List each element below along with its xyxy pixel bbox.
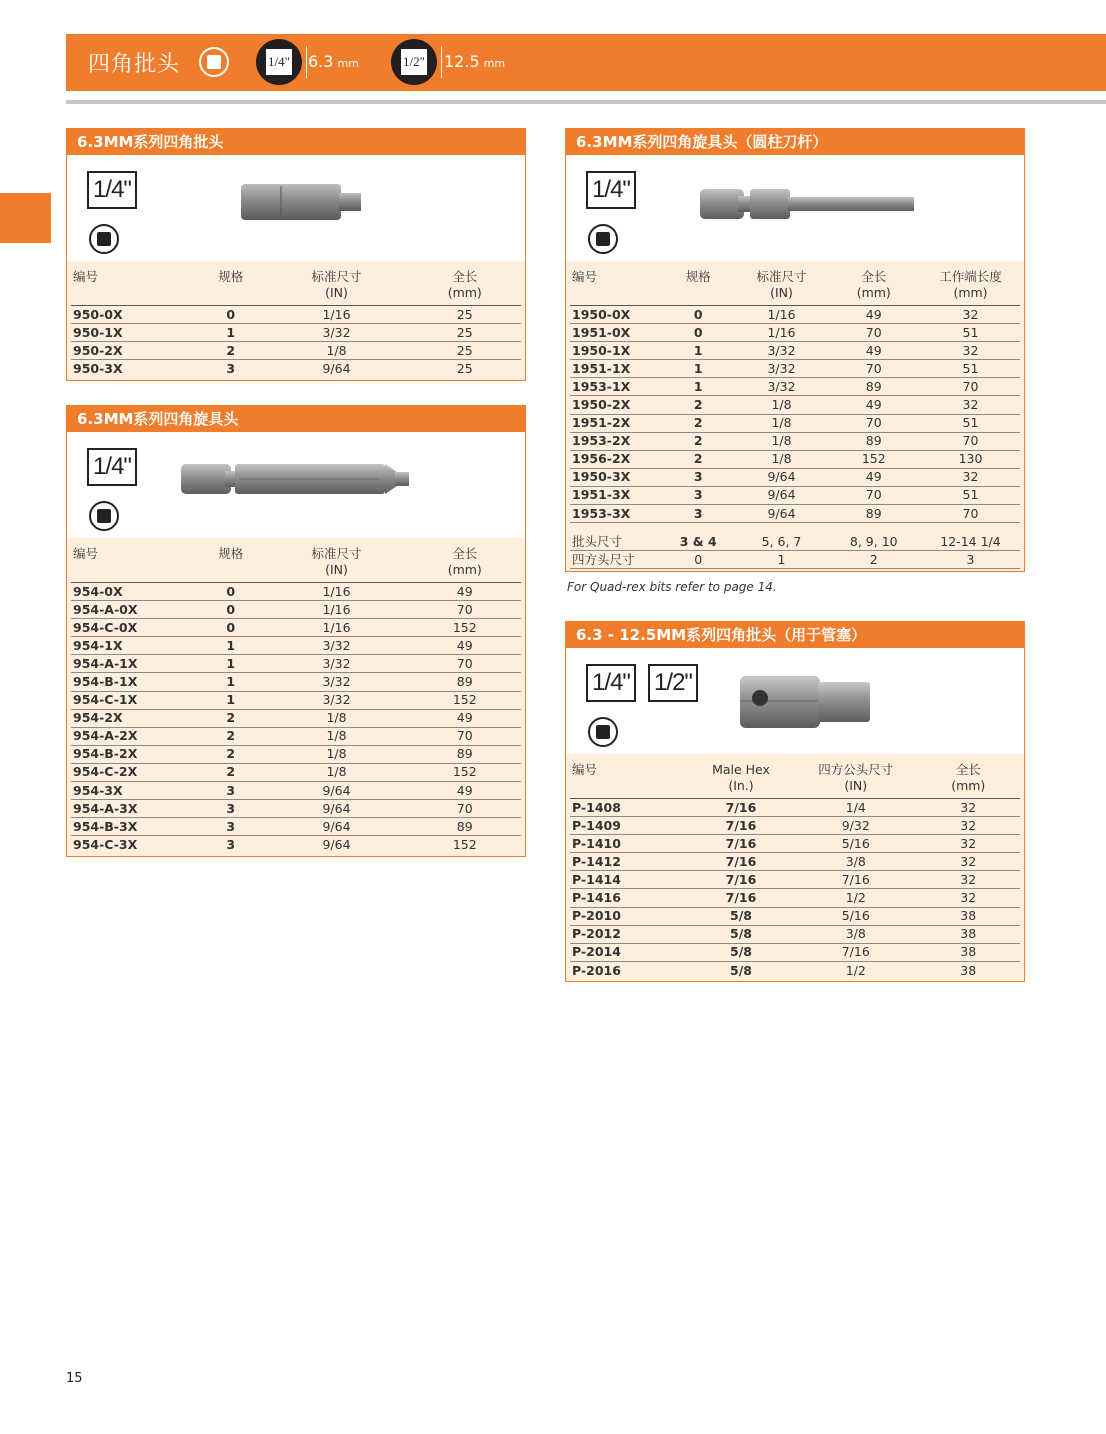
cell: 32	[921, 396, 1020, 414]
cell: 1/8	[265, 745, 409, 763]
cell: 38	[960, 962, 977, 978]
part-number: 954-B-2X	[71, 745, 197, 763]
cell: 8, 9, 10	[827, 523, 922, 551]
cell: 152	[452, 837, 477, 853]
cell: 9/64	[265, 818, 409, 836]
cell: 3 & 4	[660, 523, 737, 551]
table-row	[71, 727, 521, 745]
panel-pipe-plug-series	[565, 621, 1025, 982]
cell: 1	[660, 360, 737, 378]
column-header: 编号	[71, 261, 197, 306]
table-row	[71, 306, 521, 324]
part-number: P-1412	[570, 853, 687, 871]
column-header: 规格	[197, 261, 265, 306]
cell: 32	[917, 817, 1021, 835]
cell: 70	[827, 414, 922, 432]
square-drive-icon	[199, 47, 229, 77]
cell: 2	[660, 414, 737, 432]
cell: 3/32	[265, 655, 409, 673]
cell: 70	[921, 378, 1020, 396]
cell: 0	[197, 619, 265, 637]
cell: 32	[921, 468, 1020, 486]
table-row	[570, 414, 1020, 432]
part-number: P-2010	[570, 907, 687, 925]
cell: 2	[827, 551, 922, 569]
column-header: 标准尺寸 (IN)	[737, 261, 827, 306]
square-drive-icon	[89, 501, 119, 531]
cell: 7/16	[687, 871, 795, 889]
part-number: 1950-3X	[570, 468, 660, 486]
panel-954-series	[66, 405, 526, 857]
cell: 3	[226, 837, 236, 853]
panel-950-series	[66, 128, 526, 381]
cell: 3	[921, 551, 1020, 569]
side-tab	[0, 193, 51, 243]
cell: 49	[827, 396, 922, 414]
cell: 5/16	[795, 907, 917, 925]
cell: 1	[197, 655, 265, 673]
cell: 89	[827, 378, 922, 396]
table-row	[570, 378, 1020, 396]
panel-title: 6.3MM系列四角批头	[67, 129, 525, 155]
panel-title: 6.3MM系列四角旋具头	[67, 406, 525, 432]
cell: 0	[660, 551, 737, 569]
part-number: 1951-0X	[570, 324, 660, 342]
spec-table	[566, 261, 1024, 571]
table-footer-row	[570, 551, 1020, 569]
cell: 2	[660, 396, 737, 414]
drive2-fraction: 1/2"	[400, 48, 428, 76]
cell: 7/16	[687, 889, 795, 907]
cell: 38	[917, 907, 1021, 925]
cell: 3	[226, 361, 236, 377]
cell: 51	[921, 324, 1020, 342]
part-number: 1950-0X	[570, 306, 660, 324]
cell: 1/8	[737, 396, 827, 414]
cell: 49	[409, 709, 522, 727]
table-row	[570, 961, 1020, 979]
cell: 7/16	[687, 799, 795, 817]
column-header: 四方公头尺寸 (IN)	[795, 754, 917, 799]
product-image-area	[67, 432, 525, 538]
cell: 9/64	[265, 782, 409, 800]
cell: 70	[921, 432, 1020, 450]
column-header: 全长 (mm)	[917, 754, 1021, 799]
header-rule	[66, 100, 1106, 104]
column-header: 标准尺寸 (IN)	[265, 261, 409, 306]
cell: 38	[917, 943, 1021, 961]
cell: 2	[197, 709, 265, 727]
cell: 49	[409, 583, 522, 601]
cell: 25	[456, 361, 473, 377]
cell: 32	[917, 799, 1021, 817]
part-number: P-1409	[570, 817, 687, 835]
cell: 9/64	[322, 361, 351, 377]
column-header: 编号	[71, 538, 197, 583]
cell: 70	[409, 727, 522, 745]
cell: 3/32	[265, 673, 409, 691]
column-header: Male Hex (In.)	[687, 754, 795, 799]
part-number: 950-3X	[73, 361, 123, 377]
table-row	[71, 709, 521, 727]
cell: 70	[409, 800, 522, 818]
cell: 32	[917, 853, 1021, 871]
cell: 89	[409, 673, 522, 691]
cell: 1/16	[265, 583, 409, 601]
part-number: 954-A-3X	[71, 800, 197, 818]
spec-table	[67, 261, 525, 380]
cell: 2	[197, 342, 265, 360]
section-title: 四角批头	[88, 52, 181, 77]
cell: 1/2	[845, 962, 866, 978]
cell: 1/8	[265, 763, 409, 781]
part-number: 954-3X	[71, 782, 197, 800]
cell: 3	[197, 782, 265, 800]
cell: 130	[921, 450, 1020, 468]
power-bit-image	[179, 460, 419, 500]
cell: 1	[197, 673, 265, 691]
cell: 5/8	[687, 943, 795, 961]
part-number: 954-C-3X	[73, 837, 138, 853]
cell: 1	[197, 691, 265, 709]
table-row	[570, 486, 1020, 504]
part-number: 954-C-1X	[71, 691, 197, 709]
square-drive-icon	[588, 717, 618, 747]
size-badge: 1/4"	[586, 171, 636, 209]
spec-table	[67, 538, 525, 856]
part-number: P-1410	[570, 835, 687, 853]
table-row	[71, 342, 521, 360]
part-number: 1953-2X	[570, 432, 660, 450]
part-number: 954-C-0X	[71, 619, 197, 637]
cell: 51	[921, 360, 1020, 378]
cell: 89	[409, 818, 522, 836]
column-header: 规格	[197, 538, 265, 583]
cell: 3/8	[795, 925, 917, 943]
cell: 5/8	[687, 925, 795, 943]
product-image-area	[566, 155, 1024, 261]
table-row	[71, 691, 521, 709]
column-header: 编号	[570, 261, 660, 306]
cell: 1	[197, 324, 265, 342]
cell: 49	[409, 637, 522, 655]
cell: 1/8	[737, 432, 827, 450]
cell: 2	[197, 745, 265, 763]
cell: 1	[737, 551, 827, 569]
cell: 70	[827, 360, 922, 378]
cell: 32	[917, 889, 1021, 907]
cell: 38	[917, 925, 1021, 943]
column-header: 规格	[660, 261, 737, 306]
part-number: P-1414	[570, 871, 687, 889]
table-row	[71, 601, 521, 619]
part-number: 1953-3X	[570, 505, 660, 523]
cell: 25	[409, 306, 522, 324]
cell: 89	[409, 745, 522, 763]
square-bit-image	[239, 180, 369, 224]
cell: 7/16	[795, 943, 917, 961]
cell: 1	[660, 342, 737, 360]
part-number: 954-A-2X	[71, 727, 197, 745]
cell: 70	[921, 505, 1020, 523]
part-number: P-1416	[570, 889, 687, 907]
cell: 0	[197, 583, 265, 601]
drive2-mm: 12.5 mm	[444, 52, 506, 71]
part-number: 954-A-0X	[71, 601, 197, 619]
page-number: 15	[66, 1371, 83, 1386]
cell: 5, 6, 7	[737, 523, 827, 551]
cell: 1/16	[265, 306, 409, 324]
product-image-area	[566, 648, 1024, 754]
table-row	[570, 396, 1020, 414]
table-row	[71, 655, 521, 673]
cell: 152	[409, 619, 522, 637]
cell: 9/64	[737, 505, 827, 523]
cell: 3/32	[265, 637, 409, 655]
cell: 49	[827, 306, 922, 324]
part-number: 1956-2X	[570, 450, 660, 468]
part-number: 1950-1X	[570, 342, 660, 360]
cell: 9/64	[737, 486, 827, 504]
table-row	[570, 799, 1020, 817]
cell: 0	[660, 306, 737, 324]
part-number: 954-A-1X	[71, 655, 197, 673]
cell: 3	[660, 468, 737, 486]
cell: 32	[917, 871, 1021, 889]
cell: 51	[921, 486, 1020, 504]
cell: 1/8	[265, 342, 409, 360]
cell: 2	[660, 432, 737, 450]
square-drive-icon	[588, 224, 618, 254]
cell: 0	[197, 601, 265, 619]
row-label: 批头尺寸	[570, 523, 660, 551]
table-row	[570, 925, 1020, 943]
cell: 2	[197, 727, 265, 745]
cell: 7/16	[687, 835, 795, 853]
drive1-mm: 6.3 mm	[308, 52, 359, 71]
table-row	[570, 324, 1020, 342]
square-drive-icon	[89, 224, 119, 254]
cell: 152	[827, 450, 922, 468]
cell: 51	[921, 414, 1020, 432]
cell: 7/16	[687, 817, 795, 835]
table-row	[570, 943, 1020, 961]
cell: 1/4	[795, 799, 917, 817]
cell: 12-14 1/4	[921, 523, 1020, 551]
table-row	[71, 360, 521, 378]
cell: 152	[409, 763, 522, 781]
part-number: P-1408	[570, 799, 687, 817]
cell: 1/2	[795, 889, 917, 907]
column-header: 编号	[570, 754, 687, 799]
cell: 3	[660, 486, 737, 504]
table-row	[570, 342, 1020, 360]
table-row	[570, 817, 1020, 835]
part-number: 954-0X	[71, 583, 197, 601]
column-header: 全长 (mm)	[409, 538, 522, 583]
column-header: 全长 (mm)	[409, 261, 522, 306]
cell: 32	[917, 835, 1021, 853]
table-row	[570, 835, 1020, 853]
cell: 3	[660, 505, 737, 523]
column-header: 全长 (mm)	[827, 261, 922, 306]
cell: 3/32	[265, 691, 409, 709]
part-number: P-2014	[570, 943, 687, 961]
panel-title: 6.3 - 12.5MM系列四角批头（用于管塞）	[566, 622, 1024, 648]
cell: 5/8	[687, 907, 795, 925]
table-row	[570, 450, 1020, 468]
table-row	[71, 800, 521, 818]
size-badge-half: 1/2"	[648, 664, 698, 702]
cell: 3	[197, 800, 265, 818]
cell: 49	[409, 782, 522, 800]
table-row	[71, 763, 521, 781]
product-image-area	[67, 155, 525, 261]
row-label: 四方头尺寸	[570, 551, 660, 569]
cell: 25	[409, 324, 522, 342]
cell: 1/16	[737, 306, 827, 324]
cell: 9/32	[795, 817, 917, 835]
part-number: P-2016	[572, 962, 621, 978]
cell: 49	[827, 342, 922, 360]
cell: 89	[827, 432, 922, 450]
quarter-inch-drive-icon	[256, 39, 302, 85]
panel-title: 6.3MM系列四角旋具头（圆柱刀杆）	[566, 129, 1024, 155]
table-row	[71, 637, 521, 655]
column-header: 标准尺寸 (IN)	[265, 538, 409, 583]
table-row	[71, 782, 521, 800]
cell: 5/16	[795, 835, 917, 853]
cell: 3/32	[737, 342, 827, 360]
cell: 89	[827, 505, 922, 523]
column-header: 工作端长度 (mm)	[921, 261, 1020, 306]
cell: 3/8	[795, 853, 917, 871]
cell: 0	[660, 324, 737, 342]
table-row	[570, 432, 1020, 450]
cell: 1/8	[265, 727, 409, 745]
cell: 1/16	[737, 324, 827, 342]
table-row	[71, 836, 521, 854]
cell: 70	[827, 324, 922, 342]
cell: 9/64	[322, 837, 351, 853]
table-row	[71, 583, 521, 601]
quad-rex-note: For Quad-rex bits refer to page 14.	[567, 580, 777, 594]
cell: 49	[827, 468, 922, 486]
cell: 3	[197, 818, 265, 836]
cell: 32	[921, 306, 1020, 324]
cell: 7/16	[795, 871, 917, 889]
cell: 7/16	[687, 853, 795, 871]
table-row	[570, 360, 1020, 378]
table-row	[570, 468, 1020, 486]
part-number: 954-2X	[71, 709, 197, 727]
cell: 3/32	[265, 324, 409, 342]
cell: 5/8	[730, 962, 752, 978]
part-number: 1951-2X	[570, 414, 660, 432]
size-badge-quarter: 1/4"	[586, 664, 636, 702]
cell: 1/16	[265, 619, 409, 637]
cell: 1	[660, 378, 737, 396]
section-header	[66, 34, 1106, 91]
cell: 1/16	[265, 601, 409, 619]
part-number: 950-1X	[71, 324, 197, 342]
table-footer-row	[570, 523, 1020, 551]
cell: 0	[197, 306, 265, 324]
table-row	[71, 324, 521, 342]
table-row	[570, 505, 1020, 523]
part-number: P-2012	[570, 925, 687, 943]
part-number: 950-2X	[71, 342, 197, 360]
drive1-fraction: 1/4"	[265, 48, 293, 76]
table-row	[570, 889, 1020, 907]
half-inch-drive-icon	[391, 39, 437, 85]
round-shank-bit-image	[698, 185, 928, 225]
cell: 1/8	[737, 414, 827, 432]
part-number: 954-C-2X	[71, 763, 197, 781]
cell: 32	[921, 342, 1020, 360]
cell: 9/64	[265, 800, 409, 818]
cell: 152	[409, 691, 522, 709]
cell: 9/64	[737, 468, 827, 486]
spec-table	[566, 754, 1024, 981]
part-number: 1950-2X	[570, 396, 660, 414]
cell: 3/32	[737, 378, 827, 396]
panel-1950-series	[565, 128, 1025, 572]
table-row	[71, 818, 521, 836]
table-row	[570, 853, 1020, 871]
cell: 1	[197, 637, 265, 655]
part-number: 1953-1X	[570, 378, 660, 396]
pipe-plug-bit-image	[738, 674, 878, 730]
table-row	[71, 673, 521, 691]
part-number: 954-B-1X	[71, 673, 197, 691]
cell: 70	[409, 601, 522, 619]
part-number: 950-0X	[71, 306, 197, 324]
part-number: 954-B-3X	[71, 818, 197, 836]
cell: 70	[409, 655, 522, 673]
part-number: 1951-3X	[570, 486, 660, 504]
part-number: 1951-1X	[570, 360, 660, 378]
cell: 1/8	[737, 450, 827, 468]
size-badge: 1/4"	[87, 448, 137, 486]
cell: 3/32	[737, 360, 827, 378]
part-number: 954-1X	[71, 637, 197, 655]
size-badge: 1/4"	[87, 171, 137, 209]
table-row	[570, 306, 1020, 324]
cell: 2	[660, 450, 737, 468]
cell: 1/8	[265, 709, 409, 727]
cell: 70	[827, 486, 922, 504]
table-row	[570, 907, 1020, 925]
table-row	[71, 619, 521, 637]
cell: 2	[197, 763, 265, 781]
cell: 25	[409, 342, 522, 360]
table-row	[570, 871, 1020, 889]
table-row	[71, 745, 521, 763]
